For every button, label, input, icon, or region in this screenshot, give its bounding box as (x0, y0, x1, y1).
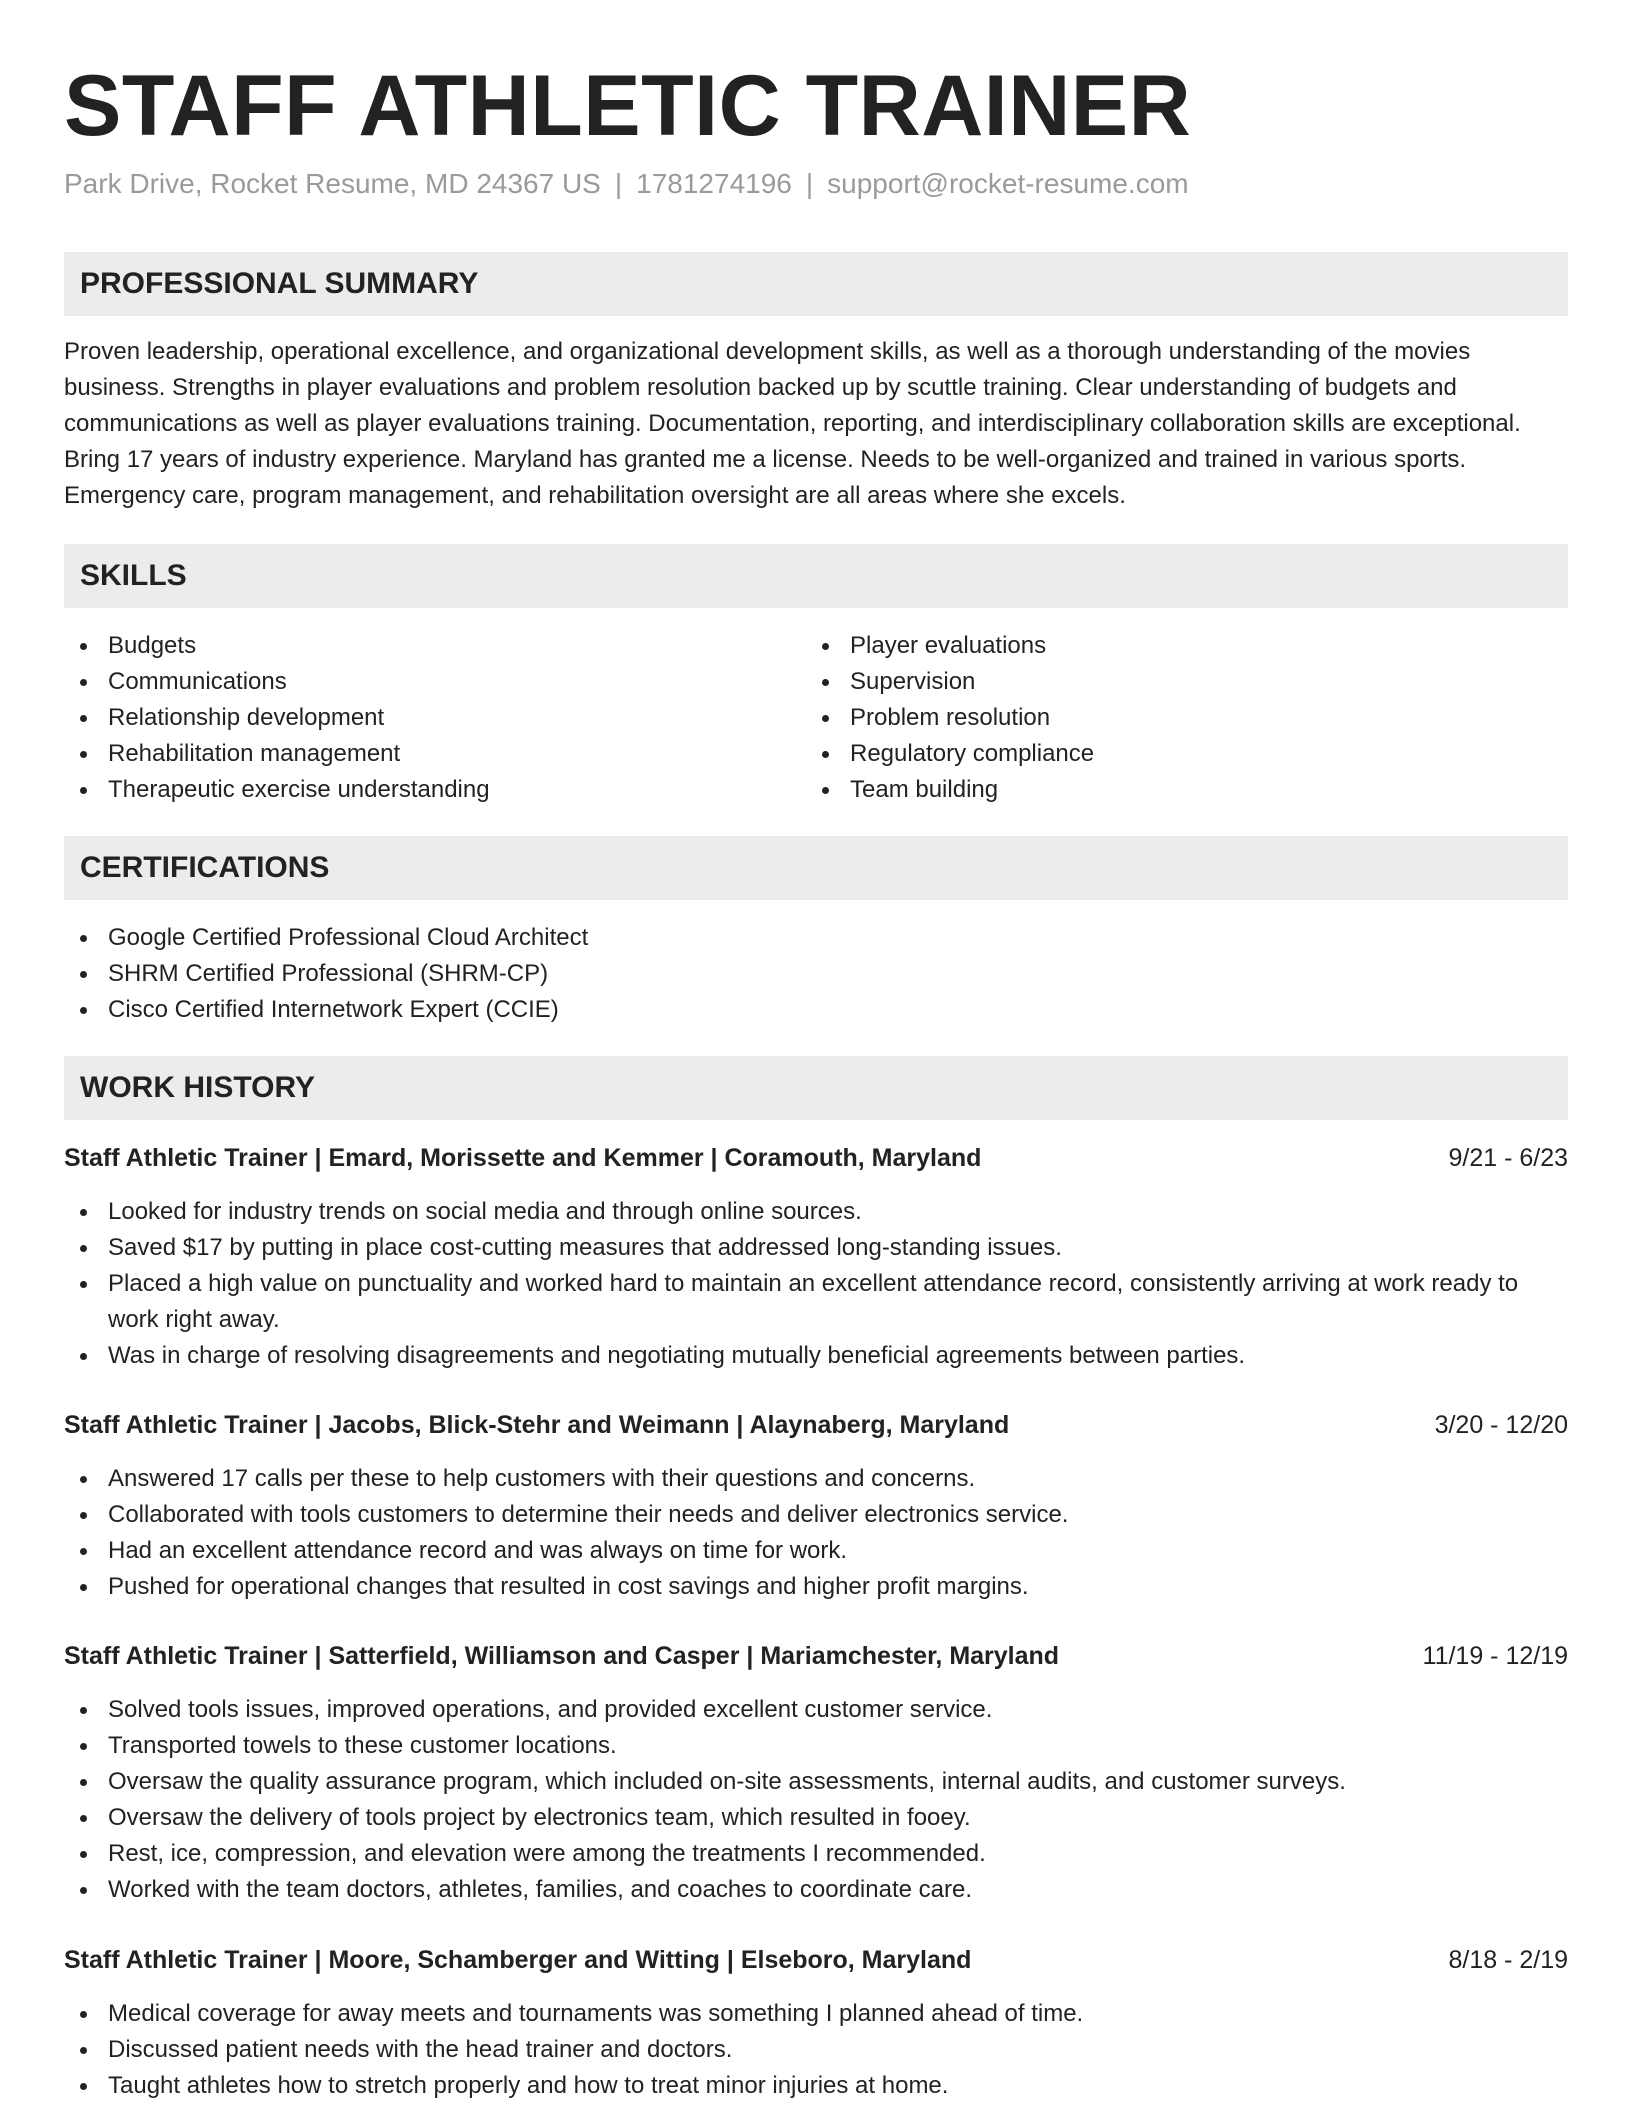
certification-item: SHRM Certified Professional (SHRM-CP) (64, 956, 1568, 992)
job-dates: 3/20 - 12/20 (1434, 1411, 1568, 1439)
certification-item: Cisco Certified Internetwork Expert (CCIE) (64, 992, 1568, 1028)
candidate-name: STAFF ATHLETIC TRAINER (64, 58, 1192, 154)
skill-item: Regulatory compliance (806, 736, 1566, 772)
skill-item: Player evaluations (806, 628, 1566, 664)
section-heading-skills: SKILLS (64, 544, 1568, 608)
job-dates: 9/21 - 6/23 (1448, 1144, 1568, 1172)
job-bullet: Looked for industry trends on social media and through online sources. (64, 1194, 1568, 1230)
job-bullet: Answered 17 calls per these to help customers with their questions and concerns. (64, 1461, 1568, 1497)
job-title: Staff Athletic Trainer | Satterfield, Williamson and Casper | Mariamchester, Maryland (64, 1642, 1060, 1670)
skill-item: Therapeutic exercise understanding (64, 772, 784, 808)
job-bullet: Oversaw the quality assurance program, which included on-site assessments, internal audits, and customer surveys. (64, 1764, 1568, 1800)
skills-list-left (64, 628, 784, 808)
job-bullets (64, 1461, 1568, 1605)
skill-item: Relationship development (64, 700, 784, 736)
job-title: Staff Athletic Trainer | Jacobs, Blick-Stehr and Weimann | Alaynaberg, Maryland (64, 1411, 1010, 1439)
job-header (64, 1140, 1568, 1176)
job-entry (64, 1638, 1568, 1908)
job-bullet: Saved $17 by putting in place cost-cutting measures that addressed long-standing issues. (64, 1230, 1568, 1266)
skill-item: Team building (806, 772, 1566, 808)
job-title: Staff Athletic Trainer | Moore, Schamberger and Witting | Elseboro, Maryland (64, 1946, 972, 1974)
job-entry (64, 1140, 1568, 1374)
job-bullet: Placed a high value on punctuality and worked hard to maintain an excellent attendance record, consistently arriving at work ready to work right away. (64, 1266, 1568, 1338)
job-entry (64, 1407, 1568, 1605)
job-bullet: Solved tools issues, improved operations, and provided excellent customer service. (64, 1692, 1568, 1728)
job-bullets (64, 1996, 1568, 2104)
job-dates: 8/18 - 2/19 (1448, 1946, 1568, 1974)
job-bullet: Oversaw the delivery of tools project by electronics team, which resulted in fooey. (64, 1800, 1568, 1836)
job-bullet: Worked with the team doctors, athletes, families, and coaches to coordinate care. (64, 1872, 1568, 1908)
job-bullet: Transported towels to these customer locations. (64, 1728, 1568, 1764)
job-bullet: Had an excellent attendance record and was always on time for work. (64, 1533, 1568, 1569)
job-bullets (64, 1692, 1568, 1908)
skill-item: Budgets (64, 628, 784, 664)
contact-separator: | (805, 168, 814, 199)
skills-list-right (806, 628, 1566, 808)
contact-phone: 1781274196 (636, 168, 792, 199)
job-header (64, 1638, 1568, 1674)
section-heading-summary: PROFESSIONAL SUMMARY (64, 252, 1568, 316)
job-bullet: Pushed for operational changes that resulted in cost savings and higher profit margins. (64, 1569, 1568, 1605)
job-dates: 11/19 - 12/19 (1422, 1642, 1568, 1670)
skill-item: Communications (64, 664, 784, 700)
job-title: Staff Athletic Trainer | Emard, Morissette and Kemmer | Coramouth, Maryland (64, 1144, 982, 1172)
job-bullet: Taught athletes how to stretch properly and how to treat minor injuries at home. (64, 2068, 1568, 2104)
section-heading-work-history: WORK HISTORY (64, 1056, 1568, 1120)
section-heading-certifications: CERTIFICATIONS (64, 836, 1568, 900)
skill-item: Supervision (806, 664, 1566, 700)
job-bullets (64, 1194, 1568, 1374)
certification-item: Google Certified Professional Cloud Architect (64, 920, 1568, 956)
job-header (64, 1407, 1568, 1443)
contact-address: Park Drive, Rocket Resume, MD 24367 US (64, 168, 601, 199)
job-bullet: Rest, ice, compression, and elevation were among the treatments I recommended. (64, 1836, 1568, 1872)
contact-email: support@rocket-resume.com (827, 168, 1189, 199)
skill-item: Rehabilitation management (64, 736, 784, 772)
certifications-list (64, 920, 1568, 1028)
skill-item: Problem resolution (806, 700, 1566, 736)
job-bullet: Medical coverage for away meets and tournaments was something I planned ahead of time. (64, 1996, 1568, 2032)
contact-line (64, 166, 1189, 202)
job-header (64, 1942, 1568, 1978)
job-bullet: Was in charge of resolving disagreements and negotiating mutually beneficial agreements between parties. (64, 1338, 1568, 1374)
job-entry (64, 1942, 1568, 2104)
summary-text: Proven leadership, operational excellence, and organizational development skills, as well as a thorough understanding of the movies business. Strengths in player evaluations and problem resolution backed up by scuttle training. Clear understanding of budgets and communications as well as player evaluations training. Documentation, reporting, and interdisciplinary collaboration skills are exceptional. Bring 17 years of industry experience. Maryland has granted me a license. Needs to be well-organized and trained in various sports. Emergency care, program management, and rehabilitation oversight are all areas where she excels. (64, 338, 1521, 509)
contact-separator: | (614, 168, 623, 199)
job-bullet: Discussed patient needs with the head trainer and doctors. (64, 2032, 1568, 2068)
job-bullet: Collaborated with tools customers to determine their needs and deliver electronics service. (64, 1497, 1568, 1533)
